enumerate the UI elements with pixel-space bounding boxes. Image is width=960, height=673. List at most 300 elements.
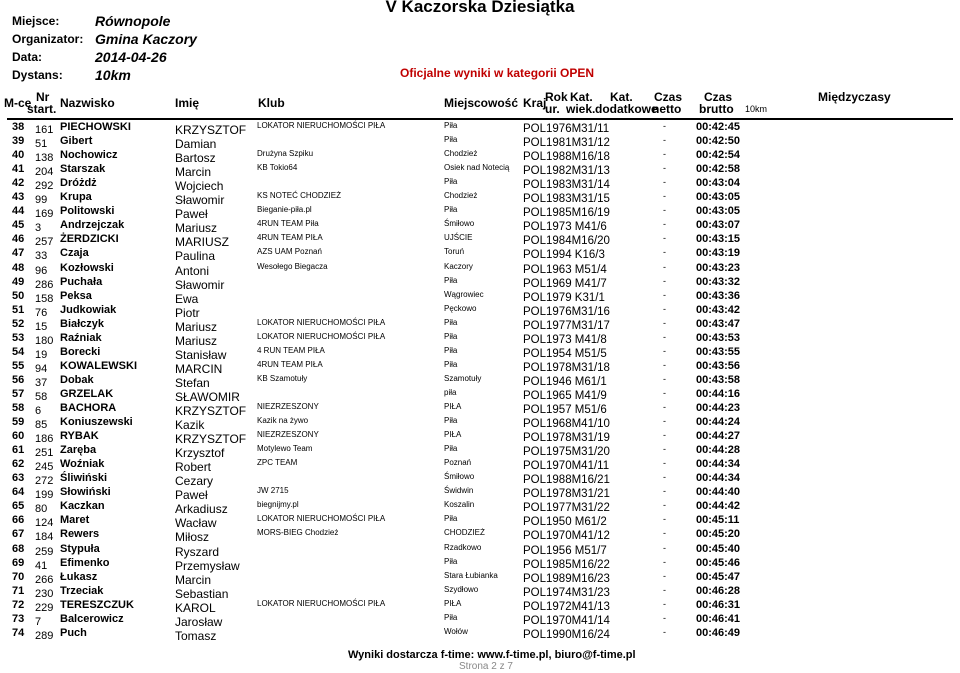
cell-country-year-cat: POL1970M41/14 [523,614,610,627]
cell-gross-time: 00:46:28 [696,584,741,597]
cell-place: 45 [12,219,25,232]
cell-place: 73 [12,612,25,625]
cell-country-year-cat: POL1978M31/21 [523,488,610,501]
cell-country-year-cat: POL1981M31/12 [523,137,610,150]
cell-firstname: Piotr [175,305,200,320]
cell-bib: 19 [35,348,48,361]
cell-firstname: MARIUSZ [175,235,229,250]
cell-gross-time: 00:42:50 [696,135,741,148]
cell-surname: Woźniak [60,458,105,471]
cell-gross-time: 00:44:42 [696,500,741,513]
cell-town: UJŚCIE [444,233,473,243]
cell-surname: ŻERDZICKI [60,233,119,246]
cell-country-year-cat: POL1994 K16/3 [523,249,605,262]
cell-club: JW 2715 [257,486,289,496]
table-row [0,416,960,433]
cell-country-year-cat: POL1975M31/20 [523,446,610,459]
cell-club: 4 RUN TEAM PIŁA [257,345,325,355]
cell-gross-time: 00:43:07 [696,219,741,232]
cell-gross-time: 00:45:20 [696,528,741,541]
table-row [0,219,960,236]
cell-surname: Puch [60,626,87,639]
cell-town: Piła [444,416,458,426]
cell-net-time: - [663,219,666,230]
cell-bib: 199 [35,489,54,502]
cell-club: AZS UAM Poznań [257,247,322,257]
cell-bib: 58 [35,390,48,403]
cell-net-time: - [663,191,666,202]
cell-surname: Balcerowicz [60,612,124,625]
cell-place: 48 [12,261,25,274]
cell-town: Szydłowo [444,584,479,594]
cell-firstname: Sławomir [175,277,225,292]
cell-bib: 257 [35,236,54,249]
cell-place: 59 [12,416,25,429]
cell-firstname: KRZYSZTOF [175,123,247,137]
cell-net-time: - [663,359,666,370]
cell-club: LOKATOR NIERUCHOMOŚCI PIŁA [257,598,386,608]
cell-gross-time: 00:44:23 [696,402,741,414]
cell-firstname: Stefan [175,375,210,390]
cell-net-time: - [663,500,666,511]
cell-place: 65 [12,500,25,513]
cell-place: 42 [12,177,25,190]
col-header-extracat-bottom: dodatkowe [595,102,658,116]
cell-gross-time: 00:44:28 [696,444,741,457]
cell-town: Rzadkowo [444,542,482,552]
cell-bib: 251 [35,447,54,460]
cell-country-year-cat: POL1989M16/23 [523,572,610,585]
cell-gross-time: 00:46:31 [696,598,741,611]
cell-town: piła [444,387,457,397]
cell-town: Piła [444,135,458,145]
table-row [0,262,960,276]
cell-country-year-cat: POL1979 K31/1 [523,291,605,304]
col-header-club: Klub [258,96,285,110]
cell-bib: 41 [35,559,48,572]
cell-net-time: - [663,247,666,258]
cell-place: 64 [12,486,25,499]
cell-bib: 186 [35,433,54,446]
cell-country-year-cat: POL1970M41/12 [523,530,610,543]
cell-surname: Gibert [60,135,93,148]
cell-firstname: Mariusz [175,319,218,334]
cell-bib: 33 [35,250,48,263]
cell-bib: 80 [35,503,48,516]
cell-surname: Efimenko [60,556,110,569]
cell-net-time: - [663,598,666,609]
cell-net-time: - [663,233,666,244]
cell-country-year-cat: POL1976M31/16 [523,305,610,318]
cell-bib: 266 [35,573,54,586]
cell-firstname: Kazik [175,418,205,433]
cell-town: Koszalin [444,500,475,510]
cell-place: 57 [12,387,25,400]
cell-firstname: Miłosz [175,530,210,545]
cell-firstname: Ewa [175,291,199,306]
cell-place: 47 [12,247,25,260]
cell-place: 39 [12,135,25,148]
cell-surname: Dróżdż [60,177,97,190]
cell-place: 53 [12,331,25,344]
cell-town: PIŁA [444,430,462,440]
cell-surname: Puchała [60,275,103,288]
cell-gross-time: 00:46:49 [696,626,741,639]
cell-country-year-cat: POL1978M31/19 [523,432,610,445]
col-header-nr-top: Nr [36,90,50,104]
cell-club: LOKATOR NIERUCHOMOŚCI PIŁA [257,331,386,341]
table-row [0,304,960,318]
cell-gross-time: 00:43:58 [696,373,741,386]
col-header-year-top: Rok [545,90,568,104]
cell-surname: Andrzejczak [60,219,125,232]
col-header-year-bottom: ur. [545,102,560,116]
cell-gross-time: 00:44:16 [696,387,741,400]
cell-bib: 169 [35,208,54,221]
table-row [0,191,960,208]
table-row [0,276,960,290]
cell-place: 50 [12,289,25,302]
table-row [0,374,960,388]
cell-country-year-cat: POL1977M31/22 [523,502,610,515]
cell-firstname: Damian [175,137,217,152]
col-header-agecat-bottom: wiek. [566,102,596,116]
cell-town: Piła [444,612,458,622]
cell-net-time: - [663,556,666,567]
cell-country-year-cat: POL1978M31/18 [523,361,610,374]
cell-firstname: Antoni [175,263,210,278]
cell-club: MORS-BIEG Chodzież [257,528,339,538]
cell-country-year-cat: POL1973 M41/6 [523,221,607,234]
cell-place: 49 [12,275,25,288]
table-row [0,163,960,180]
table-row [0,290,960,304]
cell-town: Wołów [444,626,468,636]
cell-net-time: - [663,163,666,174]
cell-gross-time: 00:43:23 [696,261,741,274]
col-header-firstname: Imię [175,96,200,110]
cell-net-time: - [663,275,666,286]
table-row [0,360,960,374]
cell-town: Piła [444,345,458,355]
table-row [0,247,960,264]
cell-town: Szamotuły [444,373,482,383]
cell-gross-time: 00:43:19 [696,247,741,260]
cell-surname: KOWALEWSKI [60,359,137,372]
cell-firstname: Cezary [175,474,214,489]
table-row [0,528,960,545]
cell-surname: Koniuszewski [60,416,133,429]
cell-surname: PIECHOWSKI [60,121,131,133]
cell-net-time: - [663,542,666,553]
cell-place: 62 [12,458,25,471]
cell-firstname: Arkadiusz [175,502,228,517]
meta-value-place: Równopole [95,13,171,29]
cell-bib: 124 [35,517,54,530]
cell-country-year-cat: POL1972M41/13 [523,600,610,613]
cell-net-time: - [663,387,666,398]
cell-bib: 99 [35,194,48,207]
col-header-net-top: Czas [654,90,683,104]
cell-country-year-cat: POL1983M31/15 [523,193,610,206]
cell-town: Stara Łubianka [444,570,498,580]
meta-value-organizer: Gmina Kaczory [95,31,197,47]
cell-town: Piła [444,205,458,215]
table-row [0,613,960,627]
col-header-agecat-top: Kat. [570,90,593,104]
cell-place: 41 [12,163,25,176]
cell-gross-time: 00:43:53 [696,331,741,344]
cell-gross-time: 00:44:40 [696,486,741,499]
cell-net-time: - [663,416,666,427]
col-header-place: M-ce [4,96,32,110]
cell-firstname: Marcin [175,165,212,180]
cell-place: 60 [12,430,25,443]
cell-bib: 286 [35,278,54,291]
table-row [0,486,960,503]
cell-gross-time: 00:45:40 [696,542,741,555]
cell-gross-time: 00:43:36 [696,289,741,302]
cell-town: Piła [444,556,458,566]
table-row [0,514,960,531]
cell-bib: 37 [35,376,48,389]
cell-club: Drużyna Szpiku [257,149,314,159]
cell-bib: 180 [35,334,54,347]
cell-club: biegnijmy.pl [257,500,299,510]
cell-gross-time: 00:43:05 [696,205,741,218]
col-header-town: Miejscowość [444,96,519,110]
cell-net-time: - [663,514,666,525]
cell-country-year-cat: POL1965 M41/9 [523,389,607,402]
cell-club: Bieganie-piła.pl [257,205,312,215]
cell-town: Świdwin [444,486,474,496]
cell-gross-time: 00:45:47 [696,570,741,583]
cell-place: 72 [12,598,25,611]
cell-net-time: - [663,458,666,469]
cell-surname: Rewers [60,528,100,541]
cell-surname: Słowiński [60,486,111,499]
cell-bib: 94 [35,362,48,375]
cell-country-year-cat: POL1982M31/13 [523,165,610,178]
cell-town: Piła [444,177,458,187]
cell-bib: 6 [35,405,42,417]
cell-place: 43 [12,191,25,204]
cell-firstname: Marcin [175,572,212,587]
cell-surname: BACHORA [60,402,117,414]
cell-country-year-cat: POL1969 M41/7 [523,277,607,290]
table-row [0,571,960,585]
cell-gross-time: 00:43:15 [696,233,741,246]
cell-net-time: - [663,121,666,131]
cell-surname: Białczyk [60,317,105,330]
cell-gross-time: 00:43:42 [696,303,741,316]
cell-gross-time: 00:43:47 [696,317,741,330]
cell-gross-time: 00:44:34 [696,472,741,485]
cell-town: Piła [444,514,458,524]
cell-country-year-cat: POL1985M16/22 [523,558,610,571]
cell-surname: Czaja [60,247,89,260]
table-row [0,585,960,599]
table-row [0,430,960,447]
table-row [0,599,960,613]
cell-net-time: - [663,177,666,188]
cell-net-time: - [663,584,666,595]
cell-surname: GRZELAK [60,387,114,400]
category-subtitle: Oficjalne wyniki w kategorii OPEN [400,66,595,80]
col-header-net-bottom: netto [652,102,682,116]
cell-net-time: - [663,205,666,216]
table-row [0,233,960,250]
cell-club: Kazik na żywo [257,416,309,426]
col-header-gross-top: Czas [704,90,733,104]
cell-club: NIEZRZESZONY [257,430,319,440]
cell-town: Piła [444,275,458,285]
cell-town: Pęckowo [444,303,477,313]
table-row [0,346,960,360]
cell-town: Piła [444,121,458,130]
footer-credit: Wyniki dostarcza f-time: www.f-time.pl, biuro@f-time.pl [348,649,636,661]
table-row [0,388,960,402]
cell-town: Piła [444,359,458,369]
cell-surname: Raźniak [60,331,102,344]
cell-net-time: - [663,612,666,623]
cell-firstname: Stanisław [175,347,227,362]
header-divider [7,118,953,120]
cell-club: LOKATOR NIERUCHOMOŚCI PIŁA [257,317,386,327]
cell-firstname: Tomasz [175,628,217,643]
cell-bib: 245 [35,461,54,474]
cell-bib: 3 [35,222,42,235]
cell-town: Toruń [444,247,465,257]
cell-net-time: - [663,261,666,272]
cell-place: 63 [12,472,25,485]
cell-club: Wesołego Biegacza [257,261,328,271]
cell-firstname: KAROL [175,600,216,615]
cell-firstname: Wojciech [175,179,224,194]
cell-country-year-cat: POL1985M16/19 [523,207,610,220]
cell-place: 68 [12,542,25,555]
cell-gross-time: 00:45:46 [696,556,741,569]
cell-town: Poznań [444,458,472,468]
cell-club: KB Tokio64 [257,163,298,173]
cell-net-time: - [663,303,666,314]
cell-town: PIŁA [444,598,462,608]
cell-place: 51 [12,303,25,316]
cell-net-time: - [663,472,666,483]
cell-bib: 230 [35,587,54,600]
cell-club: ZPC TEAM [257,458,298,468]
cell-gross-time: 00:44:34 [696,458,741,471]
cell-surname: Kozłowski [60,261,114,274]
cell-gross-time: 00:42:58 [696,163,741,176]
cell-net-time: - [663,331,666,342]
table-row [0,557,960,571]
cell-place: 54 [12,345,25,358]
cell-place: 44 [12,205,25,218]
cell-firstname: SŁAWOMIR [175,389,240,404]
cell-place: 56 [12,373,25,386]
cell-firstname: Przemysław [175,558,240,573]
table-row [0,627,960,641]
cell-firstname: KRZYSZTOF [175,404,247,418]
cell-club: LOKATOR NIERUCHOMOŚCI PIŁA [257,121,386,130]
table-row [0,332,960,346]
cell-gross-time: 00:43:05 [696,191,741,204]
cell-firstname: Bartosz [175,151,216,166]
cell-surname: Krupa [60,191,92,204]
cell-country-year-cat: POL1963 M51/4 [523,263,607,276]
cell-country-year-cat: POL1988M16/18 [523,151,610,164]
cell-firstname: Paulina [175,249,216,264]
cell-town: Osiek nad Notecią [444,163,510,173]
cell-bib: 259 [35,545,54,558]
cell-bib: 161 [35,124,54,136]
cell-country-year-cat: POL1988M16/21 [523,474,610,487]
cell-country-year-cat: POL1950 M61/2 [523,516,607,529]
col-header-gross-bottom: brutto [699,102,734,116]
cell-town: Piła [444,444,458,454]
cell-gross-time: 00:42:45 [696,121,741,133]
cell-bib: 184 [35,531,54,544]
meta-value-distance: 10km [95,67,131,83]
cell-club: KB Szamotuły [257,373,308,383]
cell-bib: 138 [35,152,54,165]
cell-gross-time: 00:46:41 [696,612,741,625]
cell-bib: 76 [35,306,48,319]
cell-place: 61 [12,444,25,457]
col-header-split-10km: 10km [745,104,768,114]
cell-net-time: - [663,570,666,581]
cell-firstname: Sławomir [175,193,225,208]
cell-town: Chodzież [444,149,478,159]
cell-surname: Śliwiński [60,472,108,485]
table-row [0,318,960,332]
cell-country-year-cat: POL1946 M61/1 [523,375,607,388]
cell-surname: Judkowiak [60,303,117,316]
cell-net-time: - [663,289,666,300]
table-row [0,472,960,489]
cell-firstname: Robert [175,460,212,475]
cell-place: 69 [12,556,25,569]
cell-place: 58 [12,402,25,414]
cell-net-time: - [663,430,666,441]
meta-value-date: 2014-04-26 [95,49,167,65]
cell-town: Chodzież [444,191,478,201]
cell-country-year-cat: POL1990M16/24 [523,628,610,641]
cell-firstname: KRZYSZTOF [175,432,247,447]
cell-net-time: - [663,149,666,160]
cell-firstname: Mariusz [175,333,218,348]
cell-firstname: Sebastian [175,586,229,601]
cell-surname: Nochowicz [60,149,118,162]
cell-town: CHODZIEŻ [444,528,485,538]
cell-country-year-cat: POL1976M31/11 [523,123,610,135]
cell-surname: Starszak [60,163,106,176]
page-title: V Kaczorska Dziesiątka [385,0,575,16]
cell-surname: Peksa [60,289,92,302]
cell-town: Piła [444,331,458,341]
meta-label-place: Miejsce: [12,14,60,28]
cell-town: Wągrowiec [444,289,484,299]
cell-net-time: - [663,373,666,384]
cell-net-time: - [663,444,666,455]
cell-place: 70 [12,570,25,583]
cell-place: 71 [12,584,25,597]
cell-firstname: Mariusz [175,221,218,236]
table-row [0,444,960,461]
cell-place: 67 [12,528,25,541]
cell-surname: Stypuła [60,542,100,555]
